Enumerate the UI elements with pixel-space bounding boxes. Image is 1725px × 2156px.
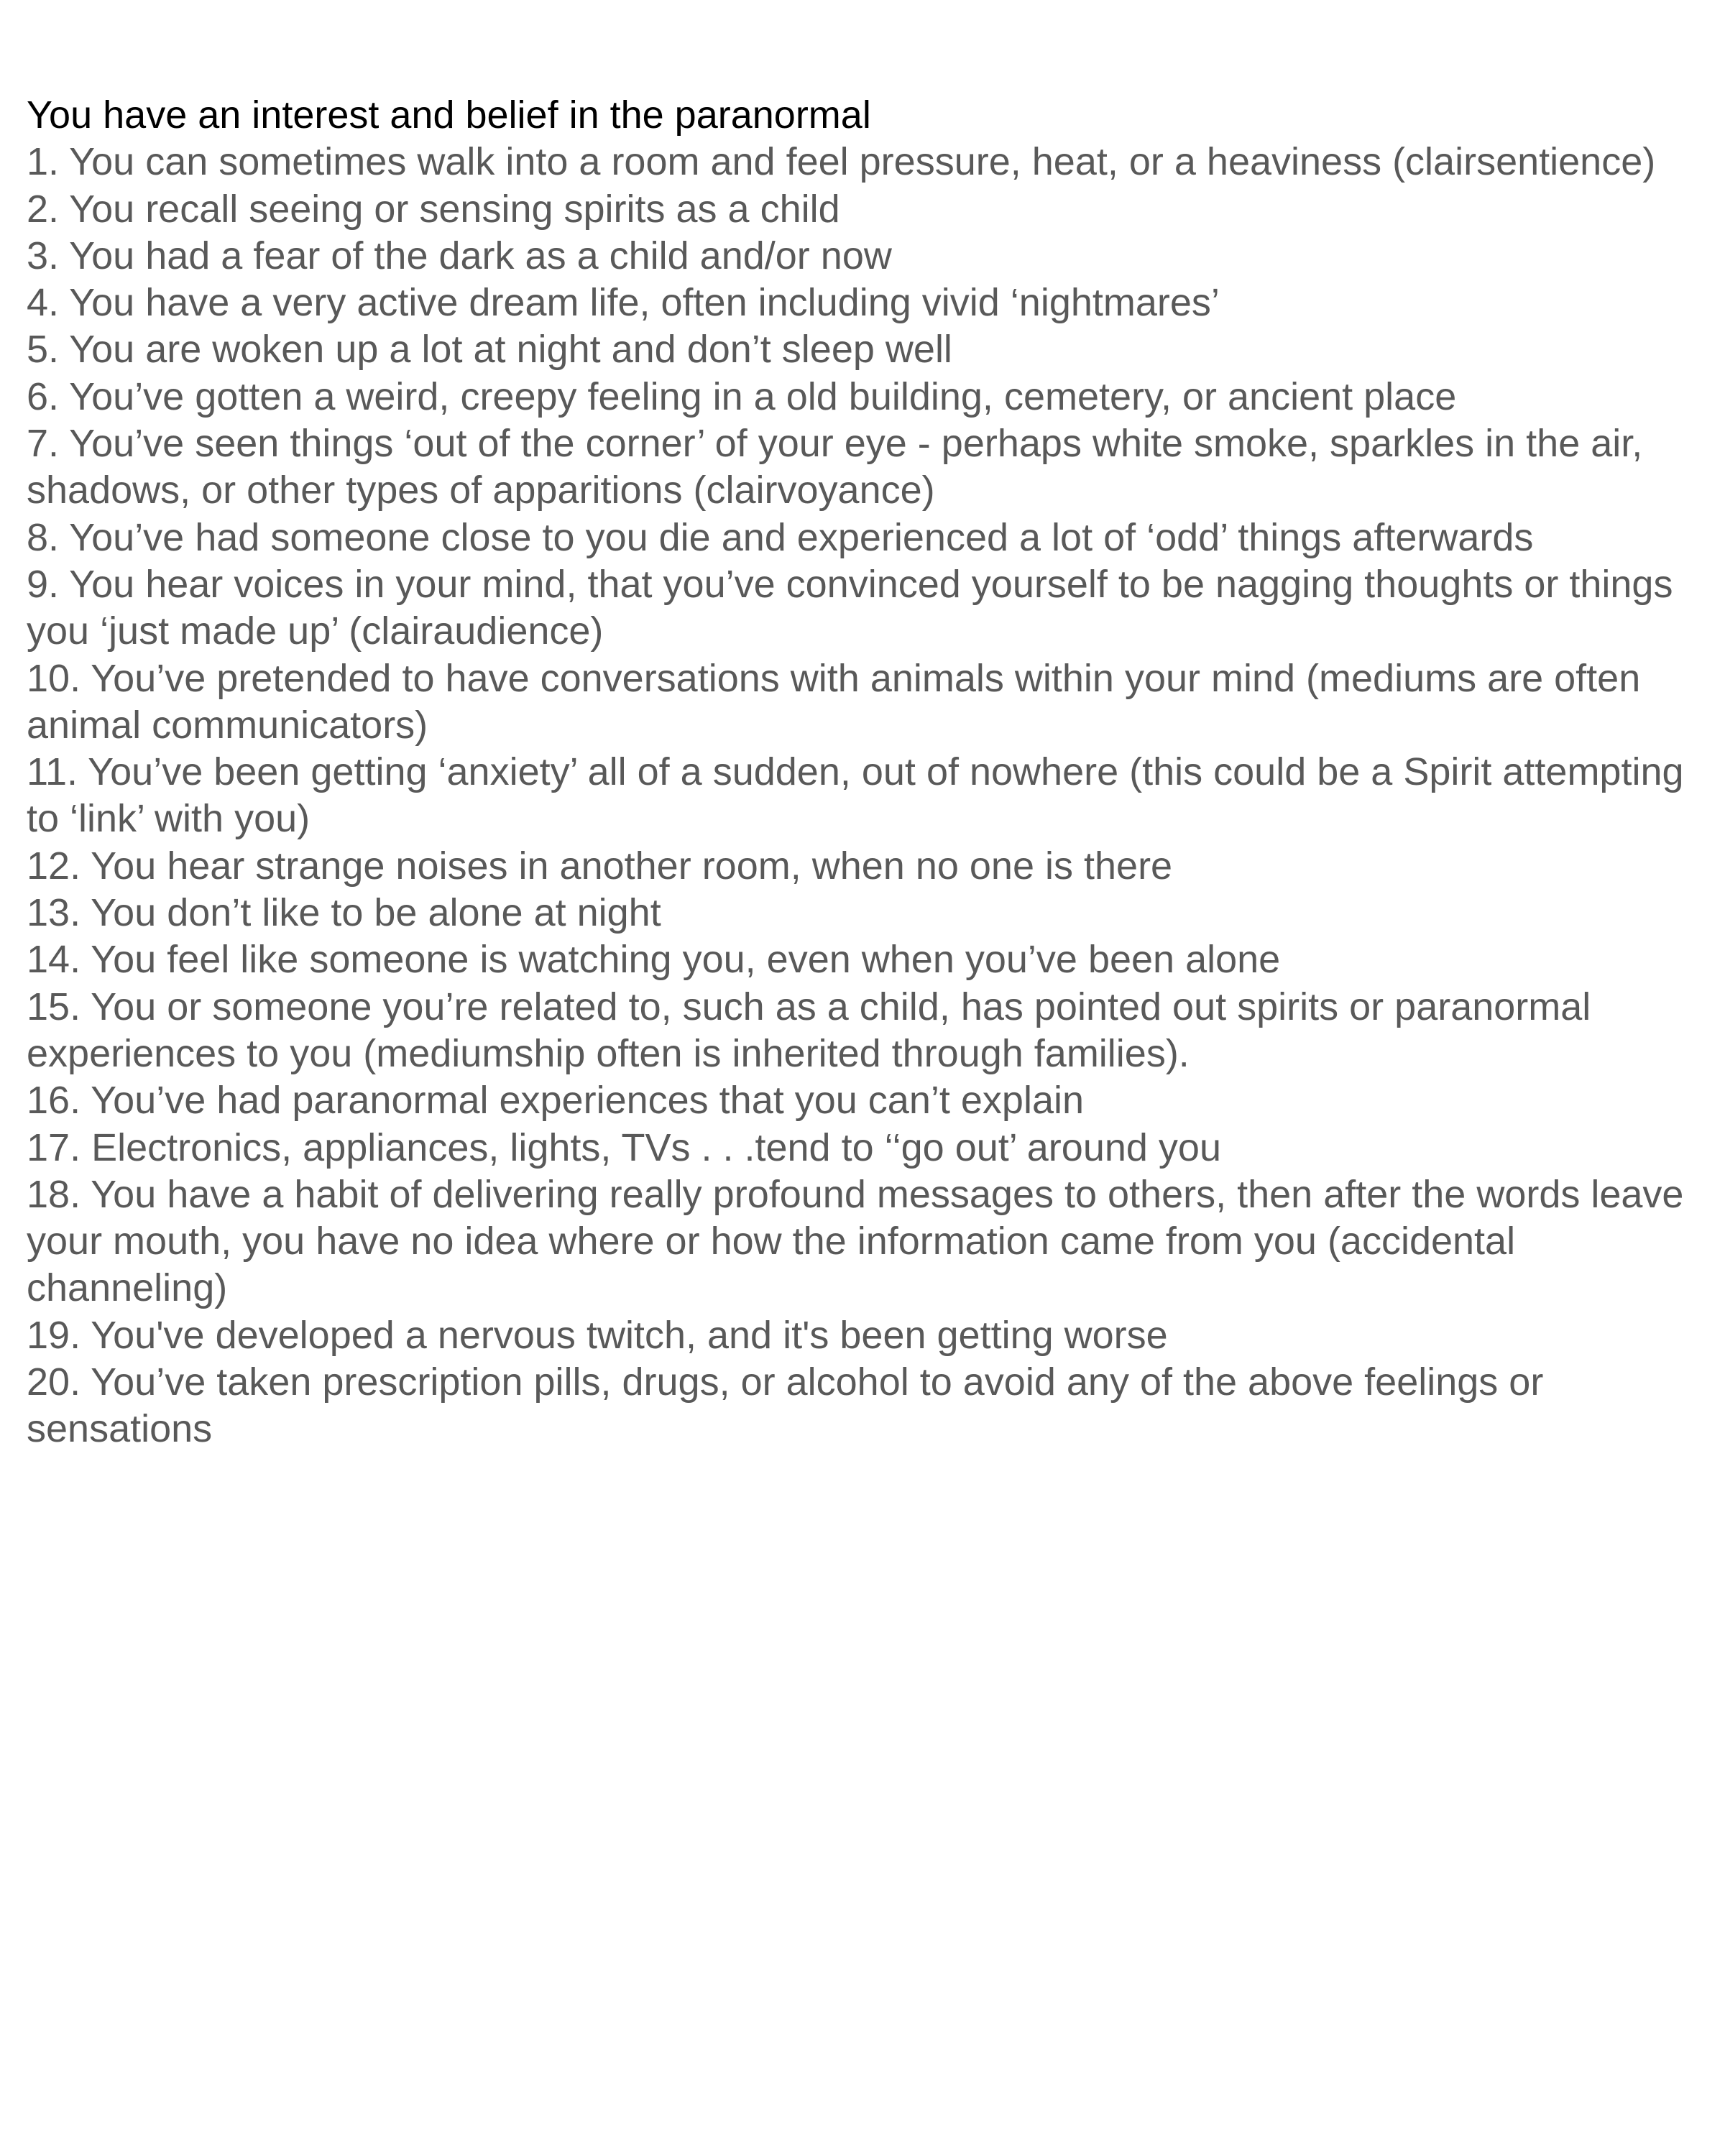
list-item: 8. You’ve had someone close to you die and experienced a lot of ‘odd’ things afterwards [27,515,1534,559]
document-page [27,92,1708,1453]
list-item: 11. You’ve been getting ‘anxiety’ all of a sudden, out of nowhere (this could be a Spirit attempting to ‘link’ with you) [27,750,1684,841]
list-item: 3. You had a fear of the dark as a child and/or now [27,234,892,277]
list-item: 15. You or someone you’re related to, such as a child, has pointed out spirits or paranormal experiences to you (mediumship often is inherited through families). [27,985,1591,1075]
item-list [27,139,1708,1452]
list-item: 13. You don’t like to be alone at night [27,891,661,935]
list-item: 17. Electronics, appliances, lights, TVs . . .tend to ‘‘go out’ around you [27,1125,1221,1169]
list-item: 2. You recall seeing or sensing spirits as a child [27,187,840,231]
list-item: 1. You can sometimes walk into a room and feel pressure, heat, or a heaviness (clairsentience) [27,140,1656,184]
list-item: 9. You hear voices in your mind, that you’ve convinced yourself to be nagging thoughts or things you ‘just made up’ (clairaudience) [27,562,1673,653]
list-item: 4. You have a very active dream life, often including vivid ‘nightmares’ [27,281,1220,325]
list-item: 20. You’ve taken prescription pills, drugs, or alcohol to avoid any of the above feelings or sensations [27,1360,1544,1451]
list-item: 16. You’ve had paranormal experiences that you can’t explain [27,1079,1084,1123]
list-item: 5. You are woken up a lot at night and don’t sleep well [27,328,952,372]
list-item: 18. You have a habit of delivering really profound messages to others, then after the words leave your mouth, you have no idea where or how the information came from you (accidental channeling) [27,1172,1684,1310]
list-item: 7. You’ve seen things ‘out of the corner’ of your eye - perhaps white smoke, sparkles in the air, shadows, or other types of apparitions (clairvoyance) [27,422,1643,512]
list-item: 14. You feel like someone is watching you, even when you’ve been alone [27,938,1281,982]
list-item: 6. You’ve gotten a weird, creepy feeling in a old building, cemetery, or ancient place [27,374,1457,418]
list-item: 19. You've developed a nervous twitch, and it's been getting worse [27,1313,1168,1357]
document-title: You have an interest and belief in the paranormal [27,93,871,137]
list-item: 12. You hear strange noises in another room, when no one is there [27,844,1173,888]
list-item: 10. You’ve pretended to have conversations with animals within your mind (mediums are often animal communicators) [27,656,1641,747]
